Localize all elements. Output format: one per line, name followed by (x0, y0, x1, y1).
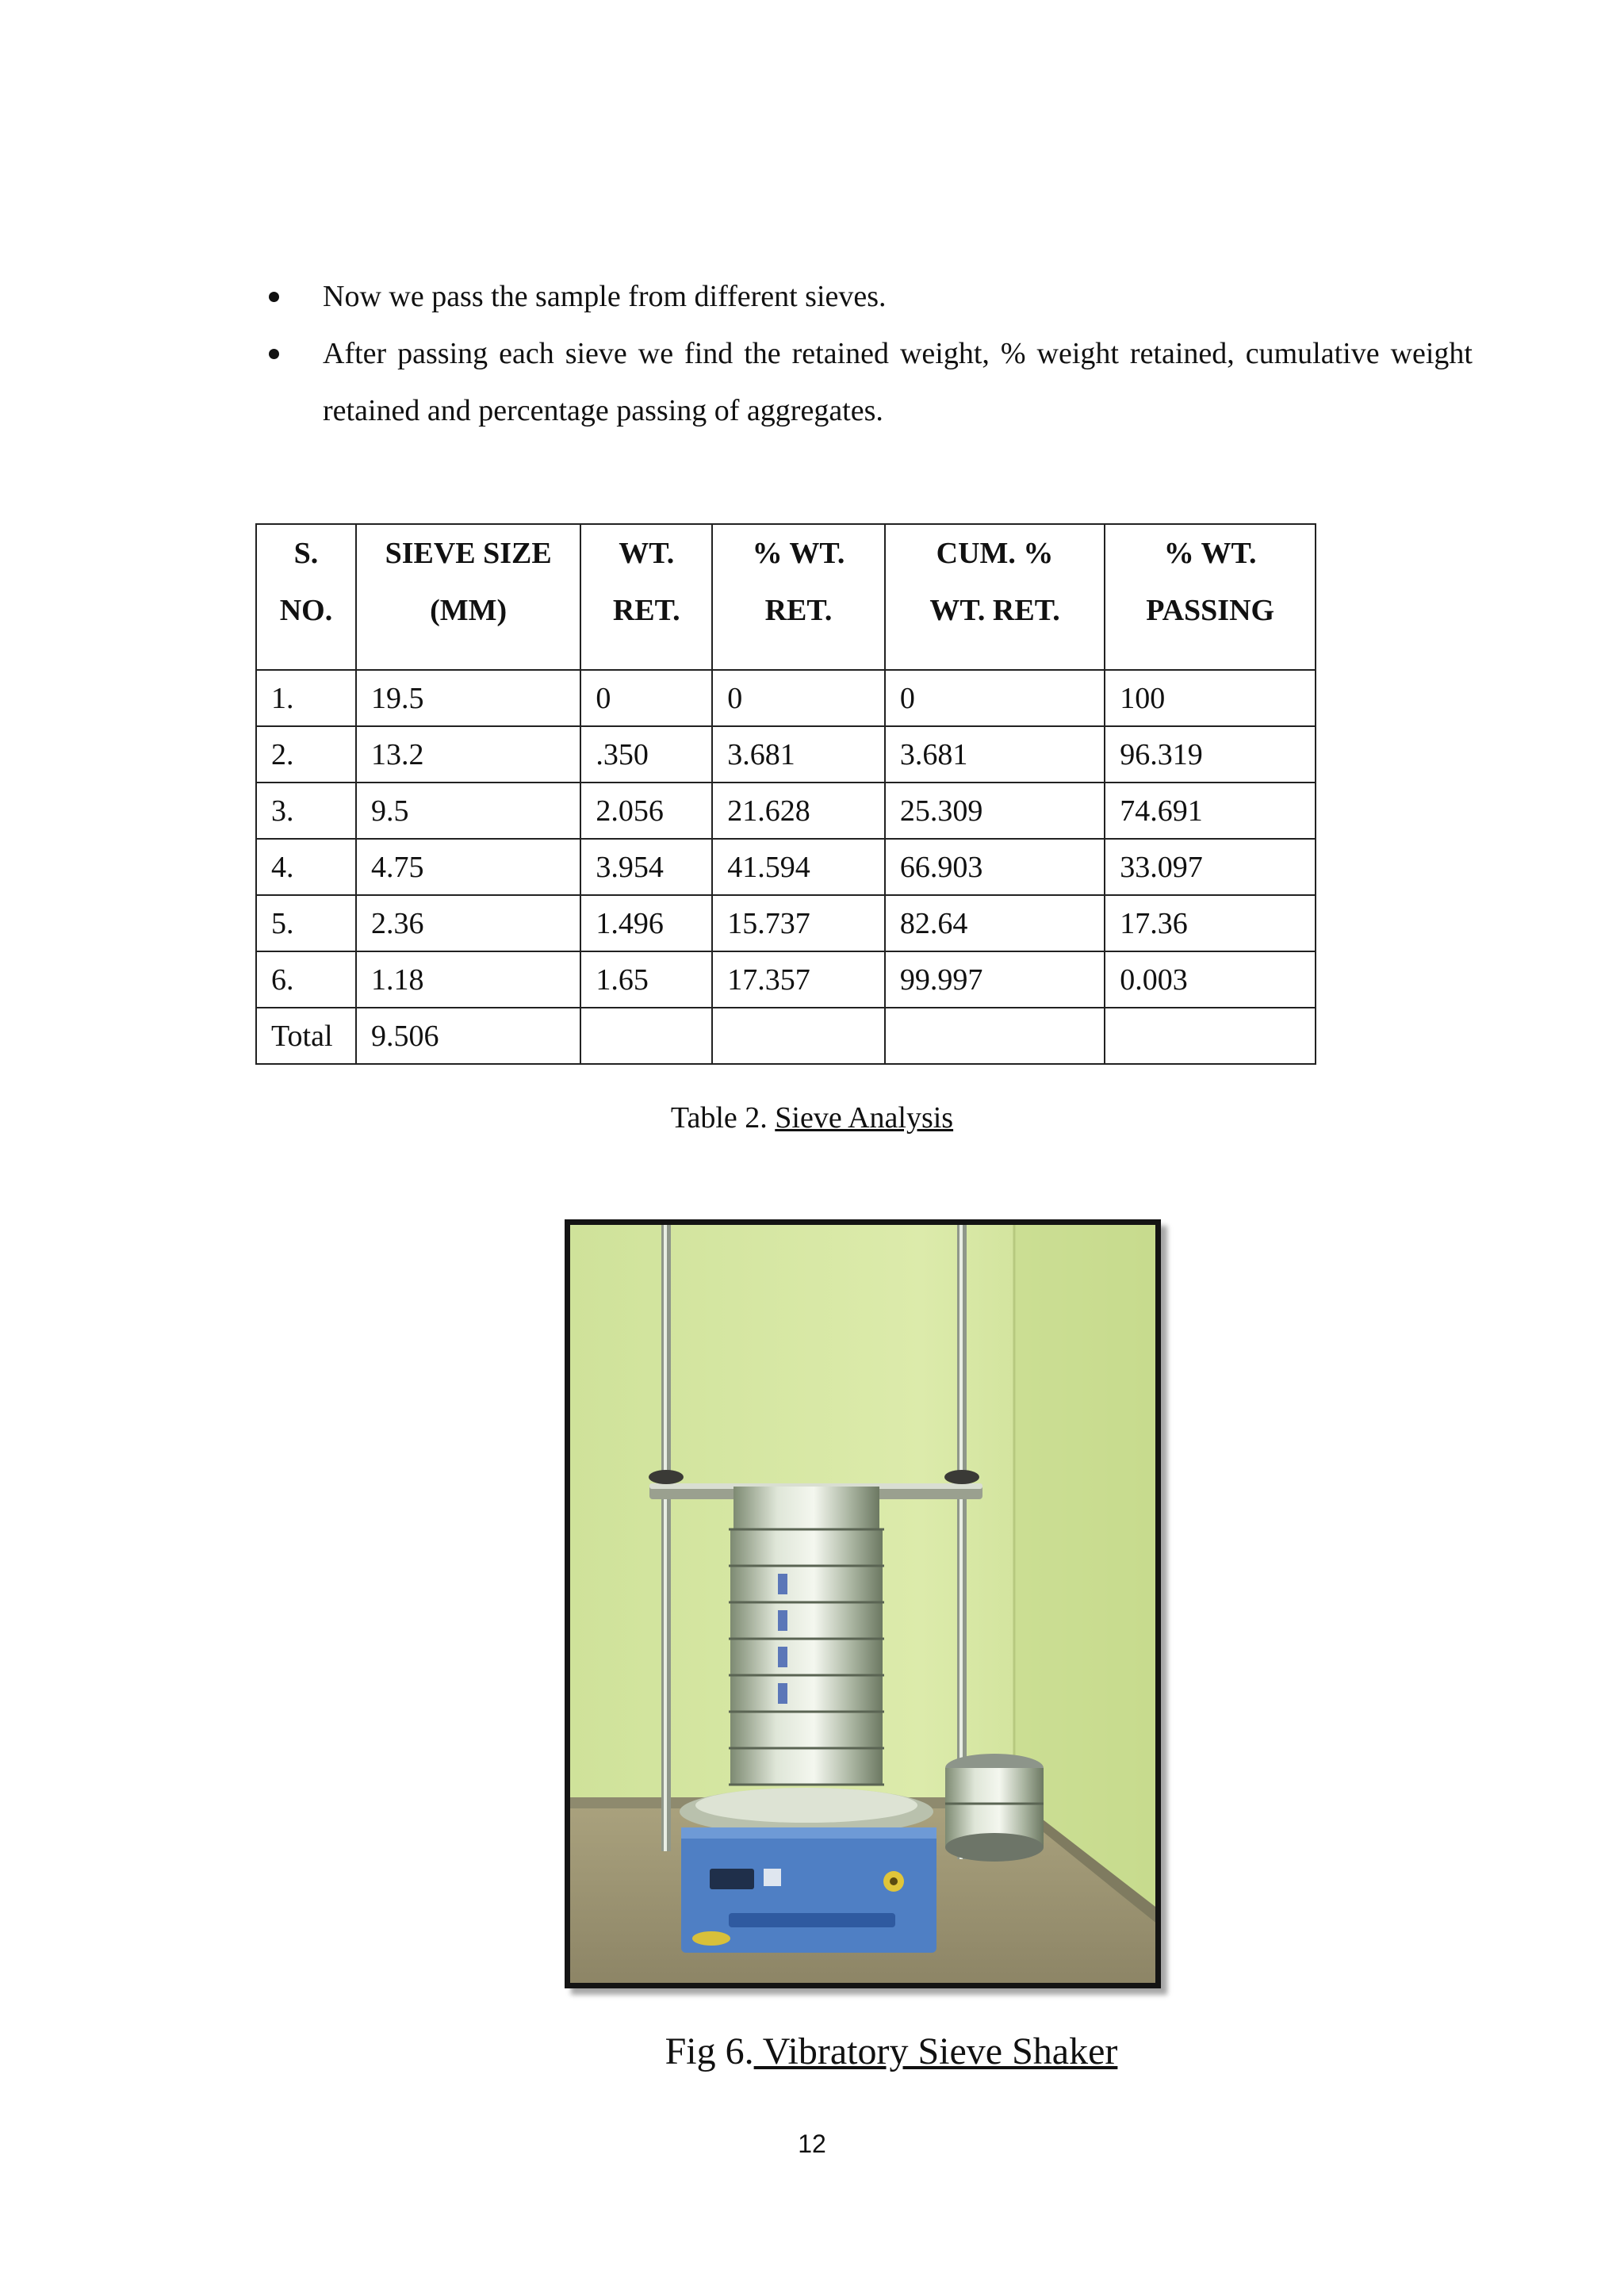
table-cell: 9.506 (356, 1008, 580, 1064)
header-pct-wt-ret: % WT. RET. (712, 524, 885, 670)
sieve-analysis-table (255, 523, 1316, 1065)
table-cell: 13.2 (356, 726, 580, 783)
sieve-shaker-photo (565, 1219, 1161, 1988)
table-cell: 74.691 (1105, 783, 1316, 839)
table-cell (580, 1008, 712, 1064)
table-cell: 17.357 (712, 951, 885, 1008)
spare-sieve (945, 1754, 1044, 1862)
header-cum-pct-wt-ret: CUM. % WT. RET. (885, 524, 1105, 670)
table-cell: 99.997 (885, 951, 1105, 1008)
table-cell: .350 (580, 726, 712, 783)
table-cell: 5. (256, 895, 356, 951)
header-s-no: S. NO. (256, 524, 356, 670)
table-cell: 96.319 (1105, 726, 1316, 783)
table-cell: 3. (256, 783, 356, 839)
bullet-list (264, 268, 1473, 439)
figure-caption (0, 2030, 1624, 2073)
sieve-shaker-illustration (570, 1225, 1155, 1983)
table-row (256, 839, 1316, 895)
table-cell: 4.75 (356, 839, 580, 895)
table-cell: 17.36 (1105, 895, 1316, 951)
table-cell: 19.5 (356, 670, 580, 726)
table-cell: 6. (256, 951, 356, 1008)
table-cell (885, 1008, 1105, 1064)
table-cell: 1.496 (580, 895, 712, 951)
bullet-item (264, 268, 1473, 325)
table-header-row (256, 524, 1316, 670)
figure-caption-prefix: Fig 6. (665, 2030, 754, 2072)
table-cell: Total (256, 1008, 356, 1064)
header-sieve-size: SIEVE SIZE (MM) (356, 524, 580, 670)
table-cell: 2.36 (356, 895, 580, 951)
bullet-dot (269, 349, 279, 359)
table-row (256, 895, 1316, 951)
table-cell: 33.097 (1105, 839, 1316, 895)
bullet-text: After passing each sieve we find the retained weight, % weight retained, cumulative weight retained and percentage passing of aggregates. (323, 337, 1473, 427)
table-cell: 0 (712, 670, 885, 726)
header-wt-ret: WT. RET. (580, 524, 712, 670)
table-cell: 3.681 (712, 726, 885, 783)
table-cell: 25.309 (885, 783, 1105, 839)
figure-caption-title: Vibratory Sieve Shaker (753, 2030, 1118, 2072)
table-row (256, 726, 1316, 783)
table-cell: 66.903 (885, 839, 1105, 895)
table-caption-title: Sieve Analysis (775, 1101, 954, 1135)
table-cell: 0 (580, 670, 712, 726)
table-cell: 1.18 (356, 951, 580, 1008)
table-cell: 0.003 (1105, 951, 1316, 1008)
table-cell: 2.056 (580, 783, 712, 839)
table-cell: 1. (256, 670, 356, 726)
table-cell: 100 (1105, 670, 1316, 726)
page-number: 12 (798, 2130, 826, 2158)
table-cell (1105, 1008, 1316, 1064)
table-row (256, 783, 1316, 839)
table-cell: 15.737 (712, 895, 885, 951)
table-cell (712, 1008, 885, 1064)
table-cell: 0 (885, 670, 1105, 726)
table-cell: 3.954 (580, 839, 712, 895)
table-caption-prefix: Table 2. (670, 1101, 776, 1135)
table-row (256, 670, 1316, 726)
table-row-total (256, 1008, 1316, 1064)
bullet-item (264, 325, 1473, 439)
table-cell: 3.681 (885, 726, 1105, 783)
table-cell: 21.628 (712, 783, 885, 839)
table-cell: 4. (256, 839, 356, 895)
table-row (256, 951, 1316, 1008)
table-cell: 41.594 (712, 839, 885, 895)
shaker-base (681, 1827, 936, 1953)
bullet-text: Now we pass the sample from different sieves. (323, 280, 887, 313)
table-cell: 1.65 (580, 951, 712, 1008)
header-pct-wt-passing: % WT. PASSING (1105, 524, 1316, 670)
table-caption (0, 1100, 1624, 1135)
table-cell: 9.5 (356, 783, 580, 839)
bullet-dot (269, 292, 279, 302)
sieve-stack (729, 1487, 884, 1785)
table-cell: 2. (256, 726, 356, 783)
table-cell: 82.64 (885, 895, 1105, 951)
